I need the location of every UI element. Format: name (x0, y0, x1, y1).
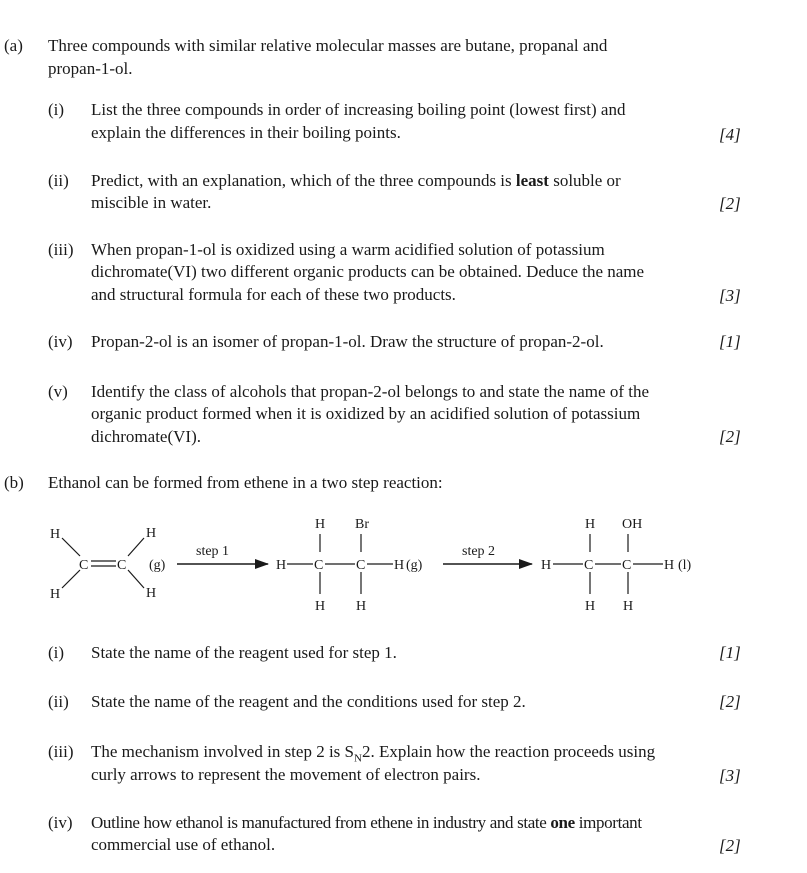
bromoethane-h-right: H (394, 558, 405, 573)
b-iv-line2: commercial use of ethanol. (91, 835, 276, 854)
a-iv-marks: [1] (719, 332, 741, 351)
b-ii-label: (ii) (48, 692, 69, 711)
a-iii-marks: [3] (719, 286, 741, 305)
a-i-label: (i) (48, 100, 65, 119)
a-iii-label: (iii) (48, 240, 74, 259)
b-i-line1: State the name of the reagent used for step 1. (91, 643, 397, 662)
part-b-label: (b) (4, 473, 24, 492)
ethene-structure (50, 526, 166, 602)
ethanol-h-left: H (541, 558, 552, 573)
b-iii-marks: [3] (719, 766, 741, 785)
ethanol-h-bottom1: H (585, 599, 596, 614)
a-ii-marks: [2] (719, 194, 741, 213)
bromoethane-h-left: H (276, 558, 287, 573)
ethanol-h-bottom2: H (623, 599, 634, 614)
a-iii-line3: and structural formula for each of these two products. (91, 285, 456, 304)
b-iv-line1: Outline how ethanol is manufactured from ethene in industry and state one important (91, 813, 642, 832)
b-i-marks: [1] (719, 643, 741, 662)
ethene-h-bottom-right: H (146, 586, 157, 601)
ethene-state: (g) (149, 558, 166, 573)
a-i-line2: explain the differences in their boiling points. (91, 123, 401, 142)
ethene-c-right: C (117, 558, 127, 573)
a-i-marks: [4] (719, 125, 741, 144)
a-iii-line1: When propan-1-ol is oxidized using a warm acidified solution of potassium (91, 240, 605, 259)
step1-label: step 1 (196, 544, 230, 559)
ethanol-oh: OH (622, 517, 643, 532)
bromoethane-h-top: H (315, 517, 326, 532)
b-iii-subscript: N (354, 752, 362, 765)
ethanol-c1: C (584, 558, 594, 573)
a-v-line1: Identify the class of alcohols that propan-2-ol belongs to and state the name of the (91, 382, 650, 401)
part-a-label: (a) (4, 36, 23, 55)
part-a-intro-line2: propan-1-ol. (48, 59, 133, 78)
a-iv-line1: Propan-2-ol is an isomer of propan-1-ol. Draw the structure of propan-2-ol. (91, 332, 604, 351)
a-ii-line2: miscible in water. (91, 193, 212, 212)
part-a-intro-line1: Three compounds with similar relative molecular masses are butane, propanal and (48, 36, 608, 55)
ethene-h-top-left: H (50, 527, 61, 542)
a-v-label: (v) (48, 382, 68, 401)
a-v-line3: dichromate(VI). (91, 427, 201, 446)
bromoethane-h-bottom2: H (356, 599, 367, 614)
a-v-marks: [2] (719, 427, 741, 446)
ethanol-structure (541, 517, 692, 614)
b-iv-label: (iv) (48, 813, 73, 832)
ethanol-c2: C (622, 558, 632, 573)
b-iii-line1: The mechanism involved in step 2 is $S_N2$. Explain how the reaction proceeds using (91, 742, 656, 765)
a-v-line2: organic product formed when it is oxidized by an acidified solution of potassium (91, 404, 641, 423)
part-b-intro: Ethanol can be formed from ethene in a two step reaction: (48, 473, 443, 492)
a-ii-line1: Predict, with an explanation, which of the three compounds is least soluble or (91, 171, 621, 190)
b-iii-line2: curly arrows to represent the movement of electron pairs. (91, 765, 481, 784)
step1-arrow (177, 544, 268, 564)
a-ii-label: (ii) (48, 171, 69, 190)
bromoethane-c2: C (356, 558, 366, 573)
ethanol-h-top: H (585, 517, 596, 532)
step2-label: step 2 (462, 544, 496, 559)
ethanol-h-right: H (664, 558, 675, 573)
bromoethane-structure (276, 517, 423, 614)
a-iv-label: (iv) (48, 332, 73, 351)
ethene-c-left: C (79, 558, 89, 573)
b-ii-line1: State the name of the reagent and the conditions used for step 2. (91, 692, 526, 711)
ethanol-state: (l) (678, 558, 692, 573)
b-iv-marks: [2] (719, 836, 741, 855)
bromoethane-state: (g) (406, 558, 423, 573)
a-ii-bold-word: least (515, 171, 549, 190)
ethene-h-bottom-left: H (50, 587, 61, 602)
a-i-line1: List the three compounds in order of increasing boiling point (lowest first) and (91, 100, 626, 119)
step2-arrow (443, 544, 532, 564)
bromoethane-br: Br (355, 517, 369, 532)
b-ii-marks: [2] (719, 692, 741, 711)
bromoethane-h-bottom1: H (315, 599, 326, 614)
bromoethane-c1: C (314, 558, 324, 573)
ethene-h-top-right: H (146, 526, 157, 541)
b-iv-bold-word: one (550, 813, 575, 832)
a-iii-line2: dichromate(VI) two different organic products can be obtained. Deduce the name (91, 262, 645, 281)
b-i-label: (i) (48, 643, 65, 662)
reaction-scheme (0, 500, 807, 625)
b-iii-label: (iii) (48, 742, 74, 761)
